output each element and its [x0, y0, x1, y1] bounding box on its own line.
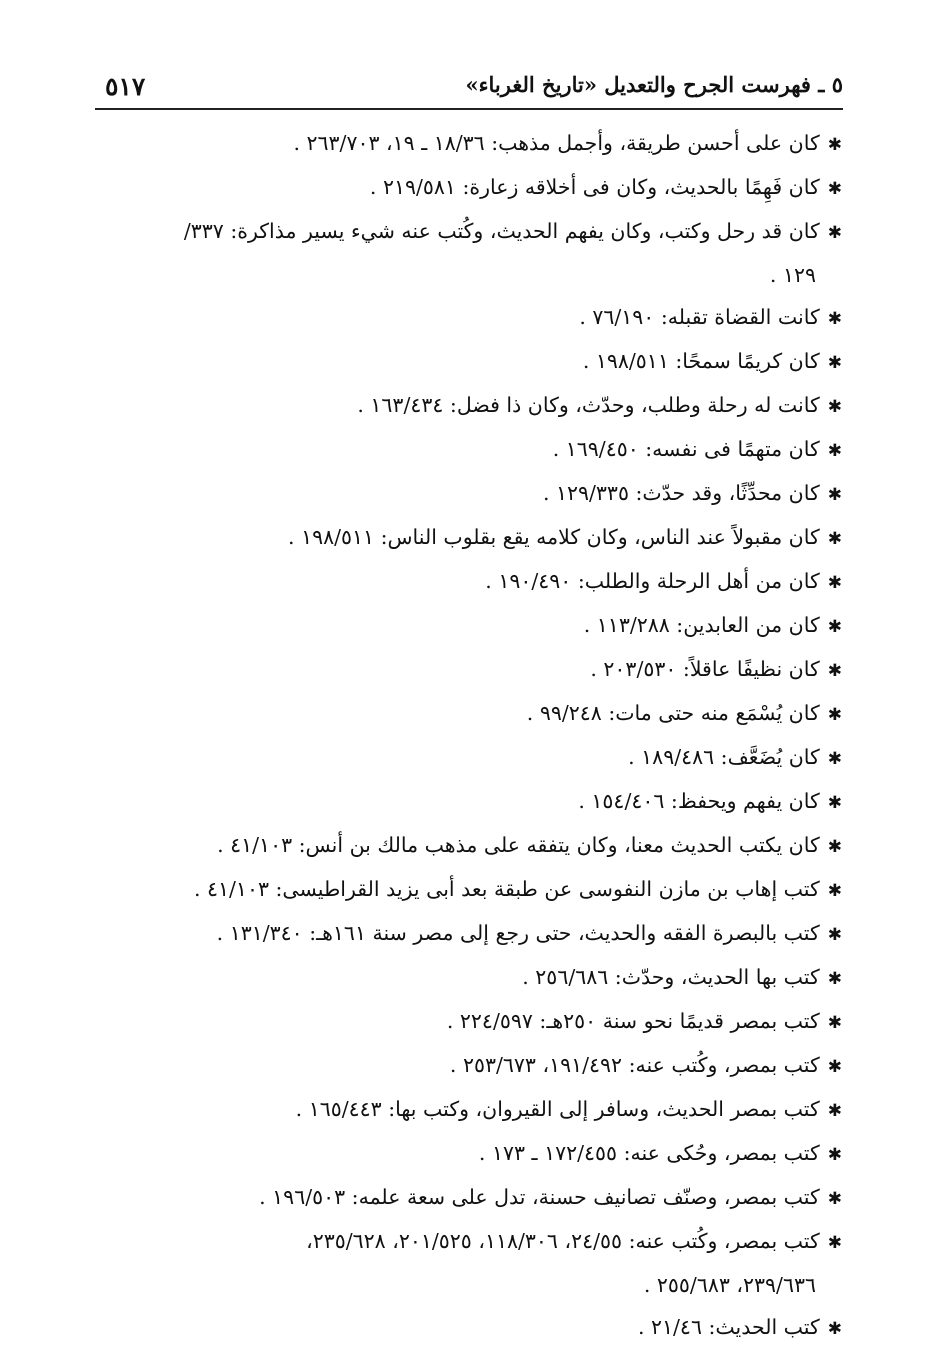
- index-entry: [97, 384, 842, 428]
- entry-text: كانت القضاة تقبله: ٧٦/١٩٠ .: [579, 305, 820, 329]
- index-entry: [97, 692, 842, 736]
- entry-text: كان يفهم ويحفظ: ١٥٤/٤٠٦ .: [578, 789, 820, 813]
- entry-text: كان متهمًا فى نفسه: ١٦٩/٤٥٠ .: [552, 437, 820, 461]
- entry-text: كتب بمصر، وحُكى عنه: ١٧٢/٤٥٥ ـ ١٧٣ .: [478, 1141, 820, 1165]
- entry-text: كتب الحديث: ٢١/٤٦ .: [637, 1315, 820, 1339]
- asterisk-bullet-icon: ✱: [827, 397, 842, 417]
- index-entry: [97, 1044, 842, 1088]
- entry-text: كان يكتب الحديث معنا، وكان يتفقه على مذهب مالك بن أنس: ٤١/١٠٣ .: [217, 833, 820, 857]
- running-title: ٥ ـ فهرست الجرح والتعديل «تاريخ الغرباء»: [465, 72, 843, 97]
- entry-text: كان نظيفًا عاقلاً: ٢٠٣/٥٣٠ .: [590, 657, 820, 681]
- asterisk-bullet-icon: ✱: [827, 1319, 842, 1339]
- index-entry: [97, 472, 842, 516]
- entry-text: كتب بمصر قديمًا نحو سنة ٢٥٠هـ: ٢٢٤/٥٩٧ .: [446, 1009, 820, 1033]
- asterisk-bullet-icon: ✱: [827, 1189, 842, 1209]
- asterisk-bullet-icon: ✱: [827, 969, 842, 989]
- entry-text: كانت له رحلة وطلب، وحدّث، وكان ذا فضل: ١٦٣/٤٣٤ .: [357, 393, 820, 417]
- index-entry: [97, 296, 842, 340]
- asterisk-bullet-icon: ✱: [827, 1013, 842, 1033]
- page-header: [95, 62, 843, 102]
- index-entries-list: [97, 122, 842, 1350]
- index-entry: [97, 428, 842, 472]
- asterisk-bullet-icon: ✱: [827, 617, 842, 637]
- asterisk-bullet-icon: ✱: [827, 793, 842, 813]
- asterisk-bullet-icon: ✱: [827, 441, 842, 461]
- index-entry: [97, 956, 842, 1000]
- entry-text: كان من أهل الرحلة والطلب: ١٩٠/٤٩٠ .: [485, 569, 820, 593]
- asterisk-bullet-icon: ✱: [827, 925, 842, 945]
- index-entry: [97, 824, 842, 868]
- index-entry: [97, 780, 842, 824]
- asterisk-bullet-icon: ✱: [827, 309, 842, 329]
- entry-text: كتب بالبصرة الفقه والحديث، حتى رجع إلى مصر سنة ١٦١هـ: ١٣١/٣٤٠ .: [216, 921, 820, 945]
- index-entry: [97, 648, 842, 692]
- entry-text: كان كريمًا سمحًا: ١٩٨/٥١١ .: [582, 349, 820, 373]
- asterisk-bullet-icon: ✱: [827, 749, 842, 769]
- header-divider: [95, 108, 843, 110]
- entry-text: كان على أحسن طريقة، وأجمل مذهب: ١٨/٣٦ ـ ١٩، ٢٦٣/٧٠٣ .: [293, 131, 820, 155]
- entry-text: كان محدِّثًا، وقد حدّث: ١٢٩/٣٣٥ .: [542, 481, 820, 505]
- index-entry: [97, 1088, 842, 1132]
- asterisk-bullet-icon: ✱: [827, 223, 842, 243]
- asterisk-bullet-icon: ✱: [827, 353, 842, 373]
- entry-text: كان يُضَعَّف: ١٨٩/٤٨٦ .: [628, 745, 820, 769]
- index-entry: [97, 210, 842, 296]
- asterisk-bullet-icon: ✱: [827, 661, 842, 681]
- asterisk-bullet-icon: ✱: [827, 135, 842, 155]
- asterisk-bullet-icon: ✱: [827, 1057, 842, 1077]
- asterisk-bullet-icon: ✱: [827, 529, 842, 549]
- asterisk-bullet-icon: ✱: [827, 1145, 842, 1165]
- index-entry: [97, 1176, 842, 1220]
- asterisk-bullet-icon: ✱: [827, 881, 842, 901]
- entry-text: كتب بمصر، وكُتب عنه: ١٩١/٤٩٢، ٢٥٣/٦٧٣ .: [449, 1053, 820, 1077]
- index-entry: [97, 604, 842, 648]
- entry-text: كان من العابدين: ١١٣/٢٨٨ .: [583, 613, 820, 637]
- entry-text: كان قد رحل وكتب، وكان يفهم الحديث، وكُتب عنه شيء يسير مذاكرة: ٣٣٧/: [183, 219, 820, 243]
- entry-text: كتب بمصر الحديث، وسافر إلى القيروان، وكتب بها: ١٦٥/٤٤٣ .: [295, 1097, 820, 1121]
- entry-text: كان فَهِمًا بالحديث، وكان فى أخلاقه زعارة: ٢١٩/٥٨١ .: [369, 175, 820, 199]
- entry-text: كتب بها الحديث، وحدّث: ٢٥٦/٦٨٦ .: [522, 965, 820, 989]
- index-entry: [97, 1306, 842, 1350]
- asterisk-bullet-icon: ✱: [827, 837, 842, 857]
- index-entry: [97, 736, 842, 780]
- index-entry: [97, 340, 842, 384]
- asterisk-bullet-icon: ✱: [827, 1233, 842, 1253]
- index-entry: [97, 516, 842, 560]
- asterisk-bullet-icon: ✱: [827, 573, 842, 593]
- entry-text: كان يُسْمَع منه حتى مات: ٩٩/٢٤٨ .: [526, 701, 820, 725]
- entry-text: كان مقبولاً عند الناس، وكان كلامه يقع بقلوب الناس: ١٩٨/٥١١ .: [288, 525, 820, 549]
- asterisk-bullet-icon: ✱: [827, 1101, 842, 1121]
- asterisk-bullet-icon: ✱: [827, 179, 842, 199]
- index-entry: [97, 912, 842, 956]
- index-entry: [97, 166, 842, 210]
- entry-text: كتب بمصر، وصنّف تصانيف حسنة، تدل على سعة علمه: ١٩٦/٥٠٣ .: [259, 1185, 820, 1209]
- index-entry: [97, 1220, 842, 1306]
- entry-continuation: ١٢٩ .: [769, 263, 816, 287]
- entry-continuation: ٢٣٩/٦٣٦، ٢٥٥/٦٨٣ .: [643, 1273, 816, 1297]
- index-entry: [97, 1132, 842, 1176]
- index-entry: [97, 868, 842, 912]
- index-entry: [97, 1000, 842, 1044]
- asterisk-bullet-icon: ✱: [827, 485, 842, 505]
- asterisk-bullet-icon: ✱: [827, 705, 842, 725]
- index-entry: [97, 122, 842, 166]
- index-entry: [97, 560, 842, 604]
- entry-text: كتب بمصر، وكُتب عنه: ٢٤/٥٥، ١١٨/٣٠٦، ٢٠١/٥٢٥، ٢٣٥/٦٢٨،: [306, 1229, 820, 1253]
- entry-text: كتب إهاب بن مازن النفوسى عن طبقة بعد أبى يزيد القراطيسى: ٤١/١٠٣ .: [193, 877, 820, 901]
- page-number: ٥١٧: [105, 72, 146, 101]
